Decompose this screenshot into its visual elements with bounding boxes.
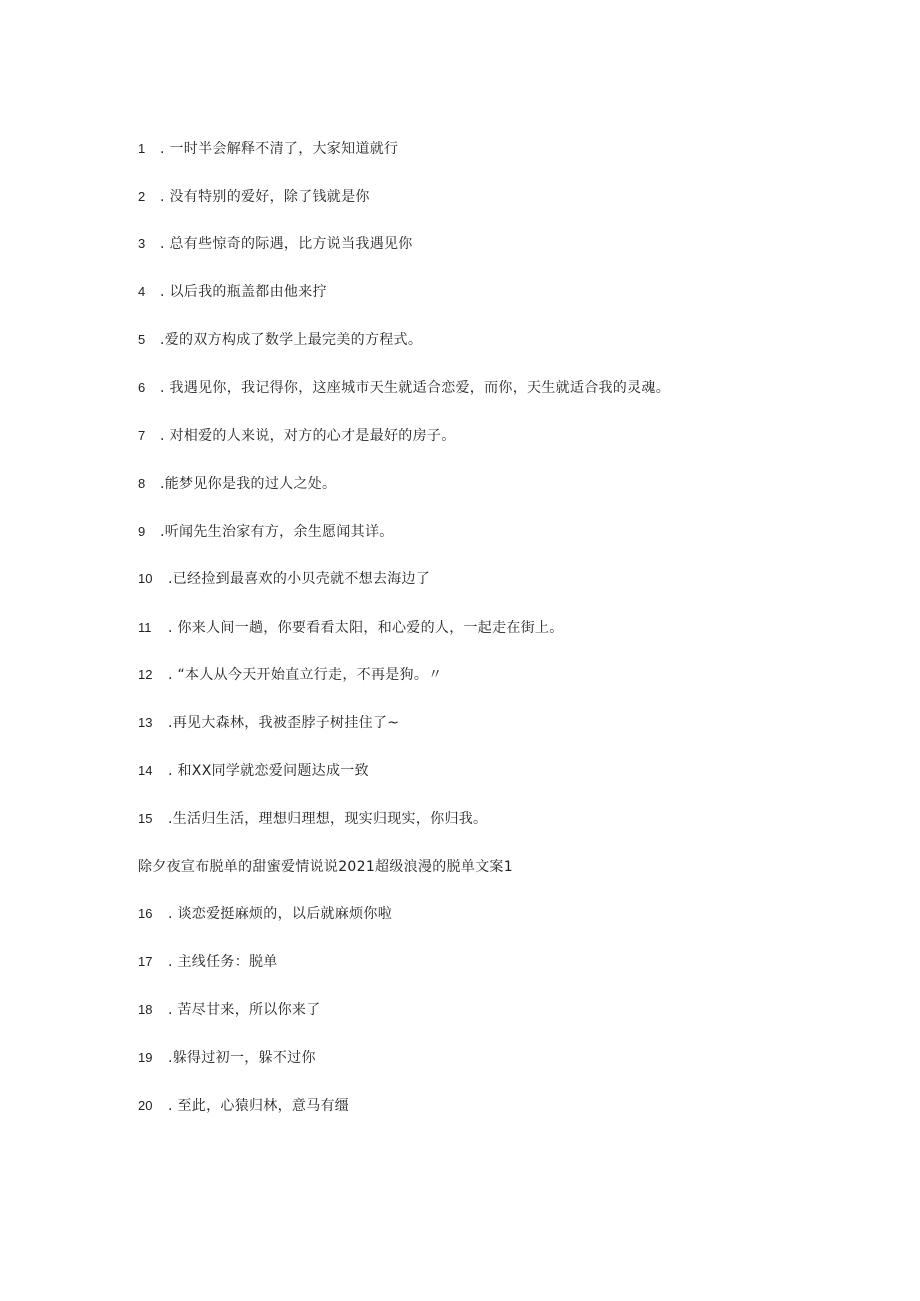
item-number: 6 [138,380,146,395]
item-text: . 没有特别的爱好，除了钱就是你 [160,189,370,205]
item-number: 14 [138,763,153,778]
item-text: .听闻先生治家有方，余生愿闻其详。 [160,524,394,540]
item-text: . 苦尽甘来，所以你来了 [168,1002,321,1018]
item-number: 15 [138,811,153,826]
list-item [138,664,442,686]
item-number: 9 [138,524,146,539]
item-text: .再见大森林，我被歪脖子树挂住了~ [168,715,400,731]
list-item [138,425,456,447]
list-item [138,1095,349,1117]
item-number: 10 [138,571,153,586]
item-number: 16 [138,906,153,921]
list-item [138,903,392,925]
item-text: .能梦见你是我的过人之处。 [160,476,337,492]
list-item [138,329,422,351]
list-item [138,1047,316,1069]
list-item [138,712,399,734]
item-text: . 和XX同学就恋爱问题达成一致 [168,763,369,779]
item-text: .爱的双方构成了数学上最完美的方程式。 [160,332,423,348]
item-number: 4 [138,284,146,299]
list-item [138,473,336,495]
list-item [138,377,670,399]
list-item [138,951,278,973]
list-item [138,186,370,208]
item-text: . 谈恋爱挺麻烦的，以后就麻烦你啦 [168,906,392,922]
item-number: 17 [138,954,153,969]
item-number: 12 [138,667,153,682]
list-item [138,521,394,543]
item-number: 20 [138,1098,153,1113]
list-item [138,568,430,590]
item-number: 11 [138,620,152,635]
item-number: 1 [138,141,146,156]
list-item [138,760,369,782]
item-text: . 总有些惊奇的际遇，比方说当我遇见你 [160,236,413,252]
item-number: 5 [138,332,146,347]
item-text: . 以后我的瓶盖都由他来拧 [160,284,327,300]
list-item [138,281,327,303]
list-item [138,138,398,160]
item-text: . 至此，心猿归林，意马有缰 [168,1098,350,1114]
item-number: 13 [138,715,153,730]
item-number: 3 [138,236,146,251]
item-text: . 对相爱的人来说，对方的心才是最好的房子。 [160,428,456,444]
item-number: 7 [138,428,146,443]
item-text: . 你来人间一趟，你要看看太阳，和心爱的人，一起走在街上。 [168,620,564,636]
item-text: .躲得过初一，躲不过你 [168,1050,316,1066]
item-text: . “本人从今天开始直立行走，不再是狗。〃 [168,667,443,683]
list-item [138,999,321,1021]
item-text: .生活归生活，理想归理想，现实归现实，你归我。 [168,811,488,827]
item-number: 19 [138,1050,153,1065]
list-item [138,808,487,830]
item-number: 18 [138,1002,153,1017]
list-item [138,617,564,639]
item-number: 8 [138,476,146,491]
item-text: . 主线任务：脱单 [168,954,278,970]
list-item [138,233,413,255]
item-text: . 我遇见你，我记得你，这座城市天生就适合恋爱，而你，天生就适合我的灵魂。 [160,380,670,396]
item-text: .已经捡到最喜欢的小贝壳就不想去海边了 [168,571,431,587]
item-text: . 一时半会解释不清了，大家知道就行 [160,141,399,157]
section-heading: 除夕夜宣布脱单的甜蜜爱情说说2021超级浪漫的脱单文案1 [138,859,513,875]
item-number: 2 [138,189,146,204]
